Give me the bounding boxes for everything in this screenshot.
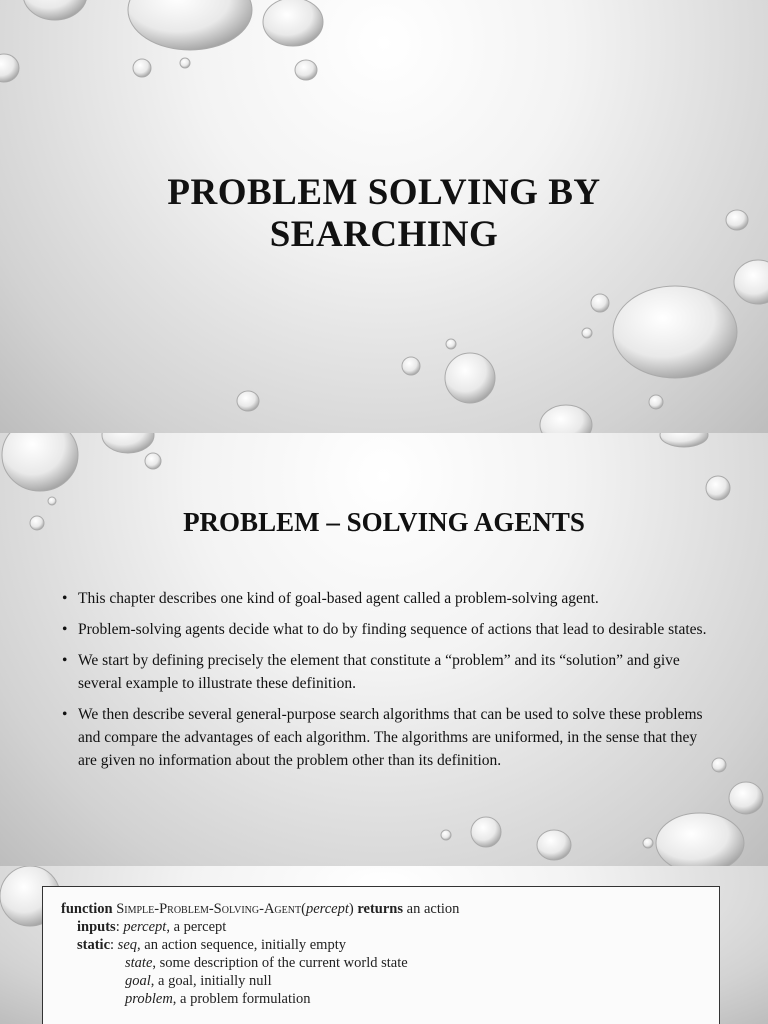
bullet-list (62, 587, 708, 780)
paren-close: ) (348, 901, 354, 917)
bullet-text: Problem-solving agents decide what to do by finding sequence of actions that lead to desirable states. (78, 621, 707, 638)
bullet-text: We start by defining precisely the element that constitute a “problem” and its “solution” and give several example to illustrate these definition. (78, 652, 680, 692)
slide-title (0, 172, 768, 256)
algorithm-inputs (77, 919, 226, 936)
title-line-2: SEARCHING (269, 214, 499, 255)
bullet-marker: • (62, 621, 68, 638)
bullet-item (62, 703, 708, 772)
function-param: percept (305, 901, 349, 917)
static-var: state (125, 955, 153, 971)
static-var: problem (125, 991, 173, 1007)
bullet-item (62, 618, 708, 641)
bullet-text: This chapter describes one kind of goal-based agent called a problem-solving agent. (78, 590, 599, 607)
input-var: percept (123, 919, 167, 935)
slide-title: PROBLEM – SOLVING AGENTS (183, 507, 585, 537)
keyword-static: static (77, 937, 111, 953)
static-var: seq (117, 937, 138, 953)
return-type: an action (406, 901, 460, 917)
static-desc: , some description of the current world state (152, 955, 408, 971)
keyword-inputs: inputs (77, 919, 116, 935)
static-desc: , an action sequence, initially empty (137, 937, 346, 953)
algorithm-static-goal (125, 973, 272, 990)
algorithm-image (42, 886, 720, 1024)
colon: : (110, 937, 115, 953)
slide-3 (0, 866, 768, 1024)
static-var: goal (125, 973, 151, 989)
algorithm-static-problem (125, 991, 311, 1008)
algorithm-static (77, 937, 346, 954)
algorithm-signature (61, 901, 459, 918)
slide-1 (0, 0, 768, 433)
keyword-function: function (61, 901, 113, 917)
title-line-1: PROBLEM SOLVING BY (167, 172, 601, 213)
bullet-marker: • (62, 652, 68, 669)
static-desc: , a goal, initially null (150, 973, 272, 989)
bullet-marker: • (62, 706, 68, 723)
colon: : (115, 919, 120, 935)
static-desc: , a problem formulation (172, 991, 311, 1007)
bullet-text: We then describe several general-purpose search algorithms that can be used to solve these problems and compare the advantages of each algorithm. The algorithms are uniformed, in the sense that they are given no information about the problem other than its definition. (78, 706, 703, 769)
bullet-marker: • (62, 590, 68, 607)
input-desc: , a percept (166, 919, 227, 935)
slide-2 (0, 433, 768, 866)
paren-open: ( (301, 901, 306, 917)
keyword-returns: returns (357, 901, 404, 917)
bullet-item (62, 587, 708, 610)
bullet-item (62, 649, 708, 695)
function-name: Simple-Problem-Solving-Agent (116, 901, 302, 917)
algorithm-static-state (125, 955, 408, 972)
